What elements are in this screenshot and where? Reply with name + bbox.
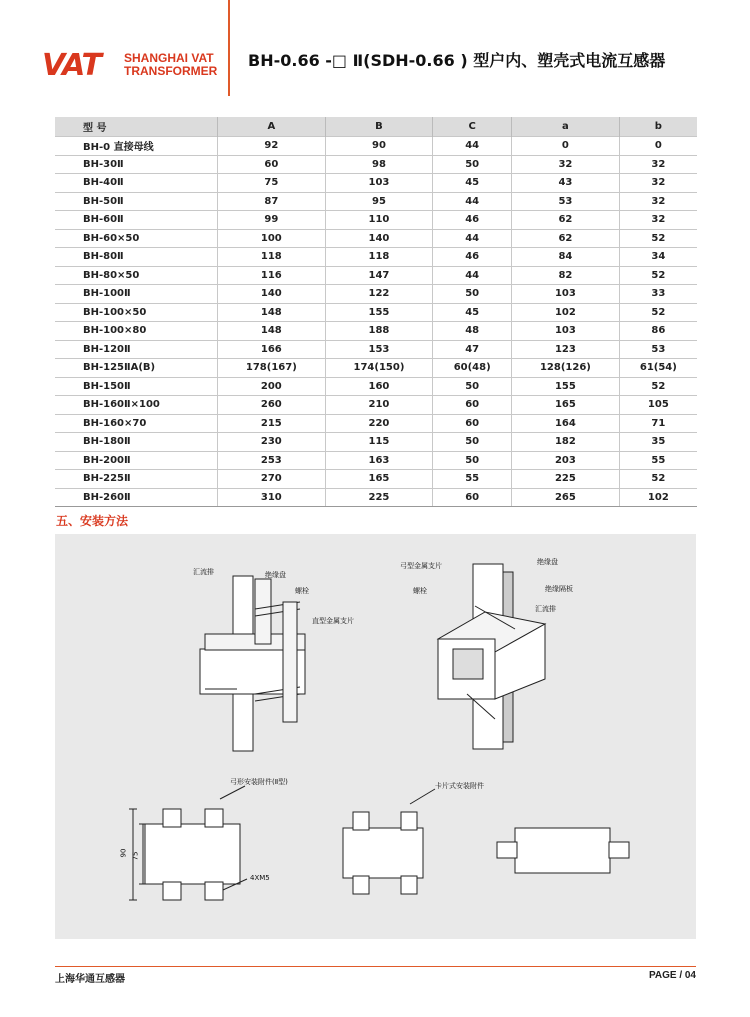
header-divider	[228, 0, 230, 96]
dimension-cell: 52	[619, 377, 697, 396]
column-header: b	[619, 117, 697, 137]
dimension-cell: 52	[619, 303, 697, 322]
dimension-cell: 46	[433, 248, 512, 267]
dimension-cell: 52	[619, 229, 697, 248]
dimension-cell: 62	[512, 229, 620, 248]
dimension-cell: 122	[325, 285, 433, 304]
dimension-cell: 55	[619, 451, 697, 470]
dimension-cell: 270	[218, 470, 326, 489]
model-cell: BH-50Ⅱ	[55, 192, 218, 211]
dimension-cell: 34	[619, 248, 697, 267]
dimension-cell: 45	[433, 174, 512, 193]
dimension-cell: 265	[512, 488, 620, 507]
caption-bow-attachment: 弓形安装附件(Ⅱ型)	[230, 778, 288, 786]
dimension-cell: 160	[325, 377, 433, 396]
model-cell: BH-40Ⅱ	[55, 174, 218, 193]
dimension-cell: 98	[325, 155, 433, 174]
model-cell: BH-100×50	[55, 303, 218, 322]
model-cell: BH-30Ⅱ	[55, 155, 218, 174]
dimension-cell: 102	[512, 303, 620, 322]
dimension-cell: 155	[325, 303, 433, 322]
dimension-cell: 35	[619, 433, 697, 452]
dimension-cell: 115	[325, 433, 433, 452]
dimension-cell: 71	[619, 414, 697, 433]
dimension-cell: 230	[218, 433, 326, 452]
table-row	[55, 174, 697, 193]
table-row	[55, 229, 697, 248]
model-cell: BH-100×80	[55, 322, 218, 341]
dimension-cell: 0	[512, 137, 620, 156]
model-cell: BH-160×70	[55, 414, 218, 433]
dimension-cell: 60	[433, 396, 512, 415]
dimension-cell: 178(167)	[218, 359, 326, 378]
dimension-cell: 53	[619, 340, 697, 359]
table-row	[55, 340, 697, 359]
dimension-cell: 260	[218, 396, 326, 415]
dimension-cell: 165	[512, 396, 620, 415]
dimension-cell: 95	[325, 192, 433, 211]
model-cell: BH-80Ⅱ	[55, 248, 218, 267]
table-row	[55, 322, 697, 341]
dimension-cell: 44	[433, 137, 512, 156]
column-header: a	[512, 117, 620, 137]
dim-90: 90	[119, 848, 128, 858]
dimension-cell: 32	[619, 211, 697, 230]
dimension-cell: 60	[433, 488, 512, 507]
table-row	[55, 359, 697, 378]
dimension-cell: 164	[512, 414, 620, 433]
dimension-cell: 215	[218, 414, 326, 433]
model-cell: BH-120Ⅱ	[55, 340, 218, 359]
dimension-cell: 62	[512, 211, 620, 230]
label-insulator: 绝缘盘	[265, 571, 286, 579]
dimension-cell: 44	[433, 266, 512, 285]
dimension-cell: 32	[619, 155, 697, 174]
model-cell: BH-160Ⅱ×100	[55, 396, 218, 415]
table-row	[55, 433, 697, 452]
label-busbar-2: 汇流排	[535, 605, 556, 613]
dimension-cell: 60	[218, 155, 326, 174]
model-cell: BH-80×50	[55, 266, 218, 285]
dimension-cell: 46	[433, 211, 512, 230]
table-row	[55, 488, 697, 507]
dimension-cell: 166	[218, 340, 326, 359]
table-row	[55, 137, 697, 156]
model-cell: BH-125ⅡA(B)	[55, 359, 218, 378]
dimension-cell: 33	[619, 285, 697, 304]
dimension-cell: 75	[218, 174, 326, 193]
dimension-cell: 153	[325, 340, 433, 359]
dimension-cell: 163	[325, 451, 433, 470]
dimension-cell: 203	[512, 451, 620, 470]
dimension-cell: 86	[619, 322, 697, 341]
table-row	[55, 155, 697, 174]
dim-75: 75	[131, 851, 140, 861]
table-row	[55, 285, 697, 304]
dimension-cell: 90	[325, 137, 433, 156]
model-cell: BH-225Ⅱ	[55, 470, 218, 489]
dimension-cell: 200	[218, 377, 326, 396]
dimension-cell: 165	[325, 470, 433, 489]
dimension-cell: 140	[218, 285, 326, 304]
dimension-table	[55, 117, 697, 507]
caption-card-attachment: 卡片式安装附件	[435, 782, 484, 790]
dimension-cell: 102	[619, 488, 697, 507]
logo-name	[124, 52, 217, 78]
dimension-cell: 50	[433, 433, 512, 452]
dimension-cell: 155	[512, 377, 620, 396]
logo-line1: SHANGHAI VAT	[124, 51, 214, 65]
dimension-cell: 103	[512, 285, 620, 304]
model-cell: BH-260Ⅱ	[55, 488, 218, 507]
dimension-cell: 50	[433, 285, 512, 304]
footer-company: 上海华通互感器	[55, 974, 125, 985]
dimension-cell: 188	[325, 322, 433, 341]
dimension-cell: 103	[325, 174, 433, 193]
dimension-cell: 310	[218, 488, 326, 507]
diagram-straight-bracket	[200, 576, 305, 751]
model-cell: BH-60Ⅱ	[55, 211, 218, 230]
page-title: BH-0.66 -□ Ⅱ(SDH-0.66 ) 型户内、塑壳式电流互感器	[248, 51, 666, 70]
logo-line2: TRANSFORMER	[124, 64, 218, 78]
table-row	[55, 377, 697, 396]
dimension-cell: 50	[433, 451, 512, 470]
column-header: C	[433, 117, 512, 137]
dimension-cell: 61(54)	[619, 359, 697, 378]
dimension-cell: 103	[512, 322, 620, 341]
dimension-cell: 60(48)	[433, 359, 512, 378]
label-insulator-2: 绝缘盘	[537, 558, 558, 566]
table-row	[55, 414, 697, 433]
model-cell: BH-100Ⅱ	[55, 285, 218, 304]
installation-diagrams	[55, 534, 696, 939]
model-cell: BH-150Ⅱ	[55, 377, 218, 396]
dimension-cell: 128(126)	[512, 359, 620, 378]
page-number: PAGE / 04	[648, 970, 696, 981]
dimension-cell: 225	[512, 470, 620, 489]
dimension-cell: 53	[512, 192, 620, 211]
dimension-cell: 43	[512, 174, 620, 193]
label-busbar: 汇流排	[193, 568, 214, 576]
diagram-bow-bracket	[438, 564, 545, 749]
table-row	[55, 451, 697, 470]
dimension-cell: 87	[218, 192, 326, 211]
dimension-cell: 48	[433, 322, 512, 341]
dimension-cell: 148	[218, 303, 326, 322]
model-cell: BH-180Ⅱ	[55, 433, 218, 452]
diagram-bow-attachment	[129, 786, 247, 900]
table-row	[55, 248, 697, 267]
dimension-cell: 47	[433, 340, 512, 359]
label-bolt: 螺栓	[295, 587, 309, 595]
model-cell: BH-0 直接母线	[55, 137, 218, 156]
dimension-cell: 50	[433, 377, 512, 396]
installation-diagram-panel	[55, 534, 696, 939]
table-body	[55, 137, 697, 507]
dimension-cell: 110	[325, 211, 433, 230]
dimension-cell: 210	[325, 396, 433, 415]
dimension-cell: 44	[433, 192, 512, 211]
dimension-cell: 92	[218, 137, 326, 156]
table-row	[55, 266, 697, 285]
dimension-cell: 174(150)	[325, 359, 433, 378]
diagram-card-attachment	[343, 789, 629, 894]
dimension-cell: 50	[433, 155, 512, 174]
dimension-cell: 84	[512, 248, 620, 267]
dimension-cell: 32	[619, 174, 697, 193]
dimension-cell: 140	[325, 229, 433, 248]
dimension-cell: 52	[619, 470, 697, 489]
footer-divider	[55, 966, 696, 967]
dimension-cell: 182	[512, 433, 620, 452]
dimension-cell: 44	[433, 229, 512, 248]
dimension-cell: 123	[512, 340, 620, 359]
dimension-cell: 118	[218, 248, 326, 267]
label-bolt-2: 螺栓	[413, 587, 427, 595]
logo-mark: VAT	[42, 48, 101, 83]
dimension-cell: 220	[325, 414, 433, 433]
dimension-cell: 82	[512, 266, 620, 285]
dimension-cell: 32	[619, 192, 697, 211]
dimension-cell: 99	[218, 211, 326, 230]
label-straight-bracket: 直型金属支片	[312, 617, 354, 625]
table-row	[55, 470, 697, 489]
column-header: B	[325, 117, 433, 137]
dimension-cell: 148	[218, 322, 326, 341]
table-row	[55, 211, 697, 230]
label-screw: 4XM5	[250, 874, 270, 882]
dimension-cell: 147	[325, 266, 433, 285]
table-row	[55, 396, 697, 415]
dimension-cell: 225	[325, 488, 433, 507]
table-row	[55, 303, 697, 322]
dimension-cell: 253	[218, 451, 326, 470]
column-header: A	[218, 117, 326, 137]
column-header: 型 号	[55, 117, 218, 137]
dimension-cell: 52	[619, 266, 697, 285]
dimension-cell: 118	[325, 248, 433, 267]
section-title: 五、安装方法	[56, 514, 129, 528]
dimension-cell: 105	[619, 396, 697, 415]
table-row	[55, 192, 697, 211]
label-bow-bracket: 弓型金属支片	[400, 562, 442, 570]
label-partition: 绝缘隔板	[545, 585, 573, 593]
dimension-cell: 0	[619, 137, 697, 156]
dimension-cell: 45	[433, 303, 512, 322]
dimension-cell: 32	[512, 155, 620, 174]
dimension-cell: 55	[433, 470, 512, 489]
model-cell: BH-60×50	[55, 229, 218, 248]
dimension-cell: 116	[218, 266, 326, 285]
dimension-cell: 60	[433, 414, 512, 433]
table-header-row	[55, 117, 697, 137]
model-cell: BH-200Ⅱ	[55, 451, 218, 470]
dimension-cell: 100	[218, 229, 326, 248]
